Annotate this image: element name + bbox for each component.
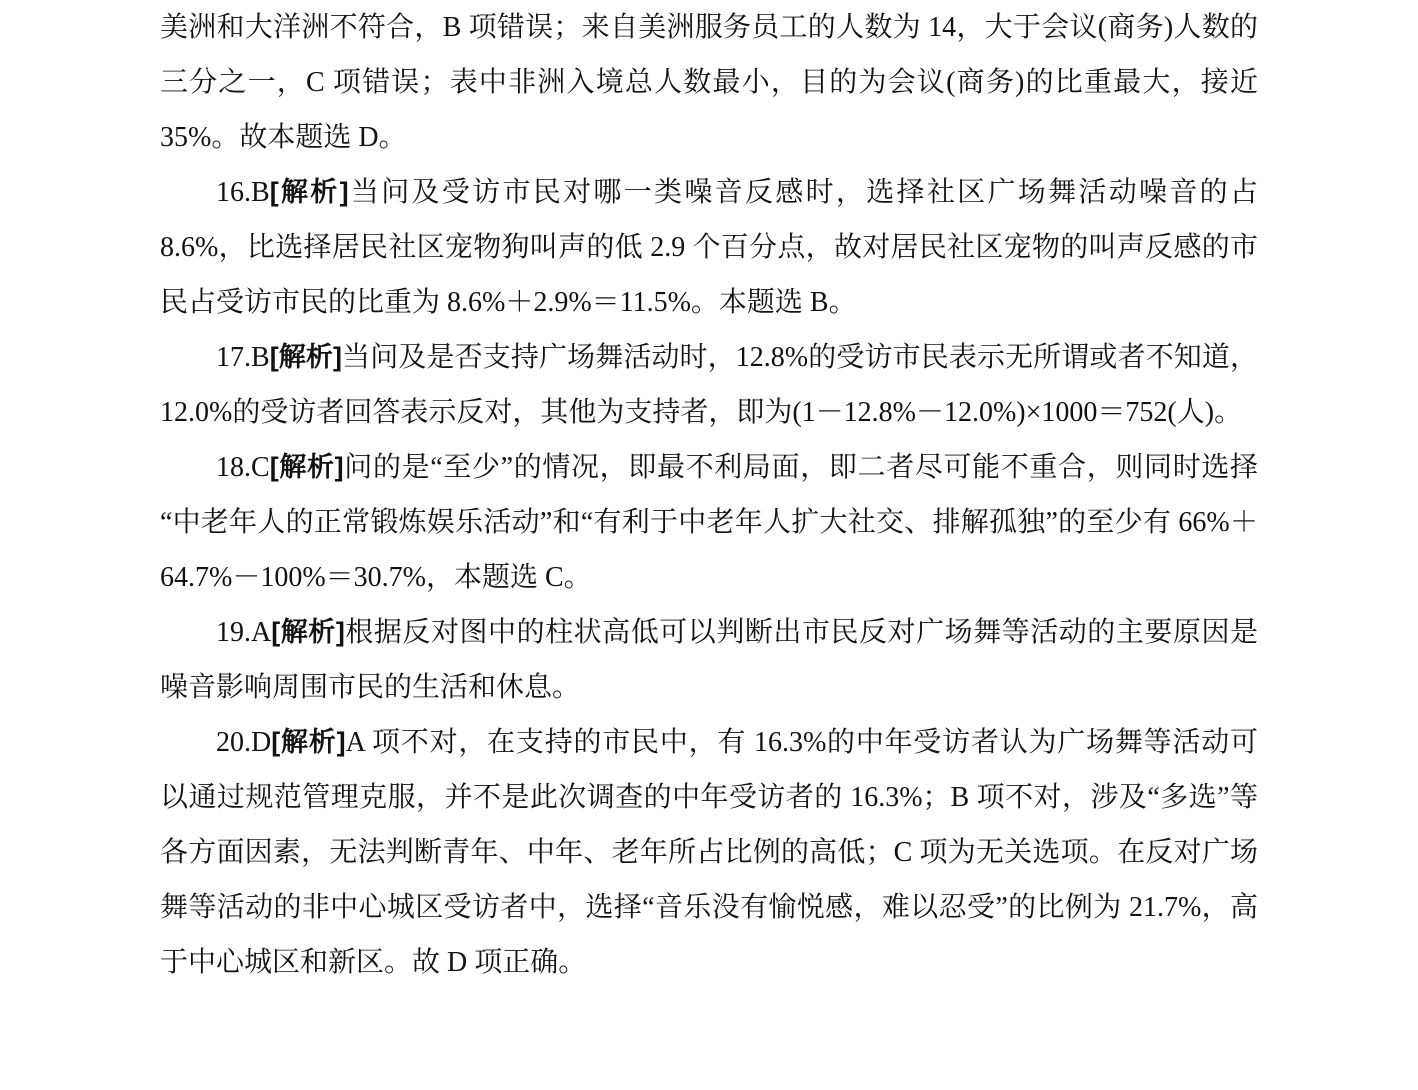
- question-number-answer: 18.C: [216, 452, 270, 483]
- question-number-answer: 20.D: [216, 727, 272, 758]
- paragraph-body: 当问及受访市民对哪一类噪音反感时，选择社区广场舞活动噪音的占 8.6%，比选择居民社区宠物狗叫声的低 2.9 个百分点，故对居民社区宠物的叫声反感的市民占受访市民的比重为 8.6%＋2.9%＝11.5%。本题选 B。: [160, 177, 1258, 318]
- analysis-label: [解析]: [271, 617, 345, 647]
- paragraph-body: 根据反对图中的柱状高低可以判断出市民反对广场舞等活动的主要原因是噪音影响周围市民的生活和休息。: [160, 617, 1258, 703]
- question-number-answer: 16.B: [216, 177, 270, 208]
- paragraph-q16: [160, 165, 1258, 330]
- paragraph-q17: [160, 330, 1258, 440]
- paragraph-body: 当问及是否支持广场舞活动时，12.8%的受访市民表示无所谓或者不知道，12.0%的受访者回答表示反对，其他为支持者，即为(1－12.8%－12.0%)×1000＝752(人)。: [160, 342, 1259, 428]
- question-number-answer: 19.A: [216, 617, 272, 648]
- paragraph-q18: [160, 440, 1258, 605]
- paragraph-body: 问的是“至少”的情况，即最不利局面，即二者尽可能不重合，则同时选择“中老年人的正常锻炼娱乐活动”和“有利于中老年人扩大社交、排解孤独”的至少有 66%＋64.7%－100%＝30.7%，本题选 C。: [160, 452, 1259, 593]
- paragraph-body: A 项不对，在支持的市民中，有 16.3%的中年受访者认为广场舞等活动可以通过规范管理克服，并不是此次调查的中年受访者的 16.3%；B 项不对，涉及“多选”等各方面因素，无法判断青年、中年、老年所占比例的高低；C 项为无关选项。在反对广场舞等活动的非中心城区受访者中，选择“音乐没有愉悦感，难以忍受”的比例为 21.7%，高于中心城区和新区。故 D 项正确。: [160, 727, 1258, 978]
- paragraph-continuation: [160, 0, 1258, 165]
- analysis-label: [解析]: [269, 342, 343, 372]
- analysis-label: [解析]: [269, 177, 349, 207]
- analysis-label: [解析]: [271, 727, 346, 757]
- paragraph-q20: [160, 715, 1258, 990]
- analysis-label: [解析]: [269, 452, 344, 482]
- answer-explanations-text: [160, 0, 1258, 990]
- paragraph-body: 美洲和大洋洲不符合，B 项错误；来自美洲服务员工的人数为 14，大于会议(商务)人数的三分之一，C 项错误；表中非洲入境总人数最小，目的为会议(商务)的比重最大，接近 35%。故本题选 D。: [160, 12, 1258, 153]
- question-number-answer: 17.B: [216, 342, 270, 373]
- paragraph-q19: [160, 605, 1258, 715]
